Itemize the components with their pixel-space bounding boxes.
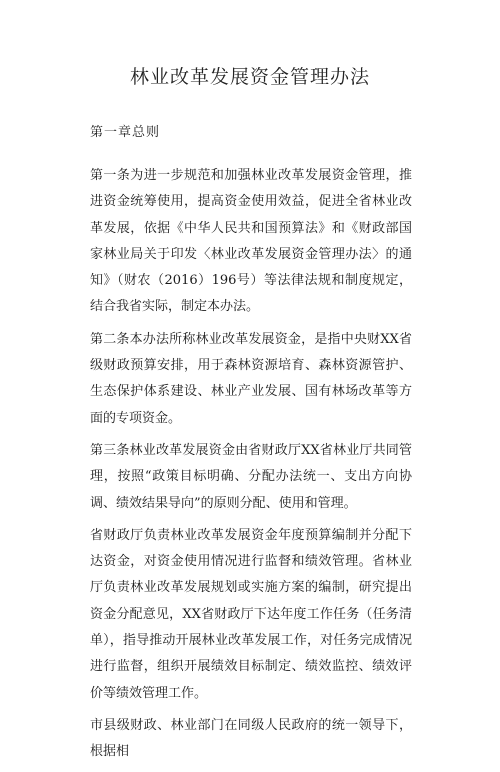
paragraph-provincial-duties: 省财政厅负责林业改革发展资金年度预算编制并分配下达资金，对资金使用情况进行监督和绩效管理。省林业厅负责林业改革发展规划或实施方案的编制，研究提出资金分配意见，XX省财政厅下达年度工作任务（任务清单），指导推动开展林业改革发展工作，对任务完成情况进行监督，组织开展绩效目标制定、绩效监控、绩效评价等绩效管理工作。: [90, 527, 412, 701]
paragraph-local-duties: 市县级财政、林业部门在同级人民政府的统一领导下，根据相: [90, 717, 412, 760]
paragraph-article-3: 第三条林业改革发展资金由省财政厅XX省林业厅共同管理，按照“政策目标明确、分配办法统一、支出方向协调、绩效结果导向”的原则分配、使用和管理。: [90, 442, 412, 511]
paragraph-article-1: 第一条为进一步规范和加强林业改革发展资金管理，推进资金统筹使用，提高资金使用效益，促进全省林业改革发展，依据《中华人民共和国预算法》和《财政部国家林业局关于印发〈林业改革发展资金管理办法〉的通知》（财农（2016）196号）等法律法规和制度规定，结合我省实际，制定本办法。: [90, 168, 412, 315]
document-body: [90, 163, 412, 772]
paragraph-article-2: 第二条本办法所称林业改革发展资金，是指中央财XX省级财政预算安排，用于森林资源培育、森林资源管护、生态保护体系建设、林业产业发展、国有林场改革等方面的专项资金。: [90, 331, 412, 426]
document-title: 林业改革发展资金管理办法: [129, 66, 370, 88]
chapter-heading: 第一章总则: [90, 125, 161, 140]
